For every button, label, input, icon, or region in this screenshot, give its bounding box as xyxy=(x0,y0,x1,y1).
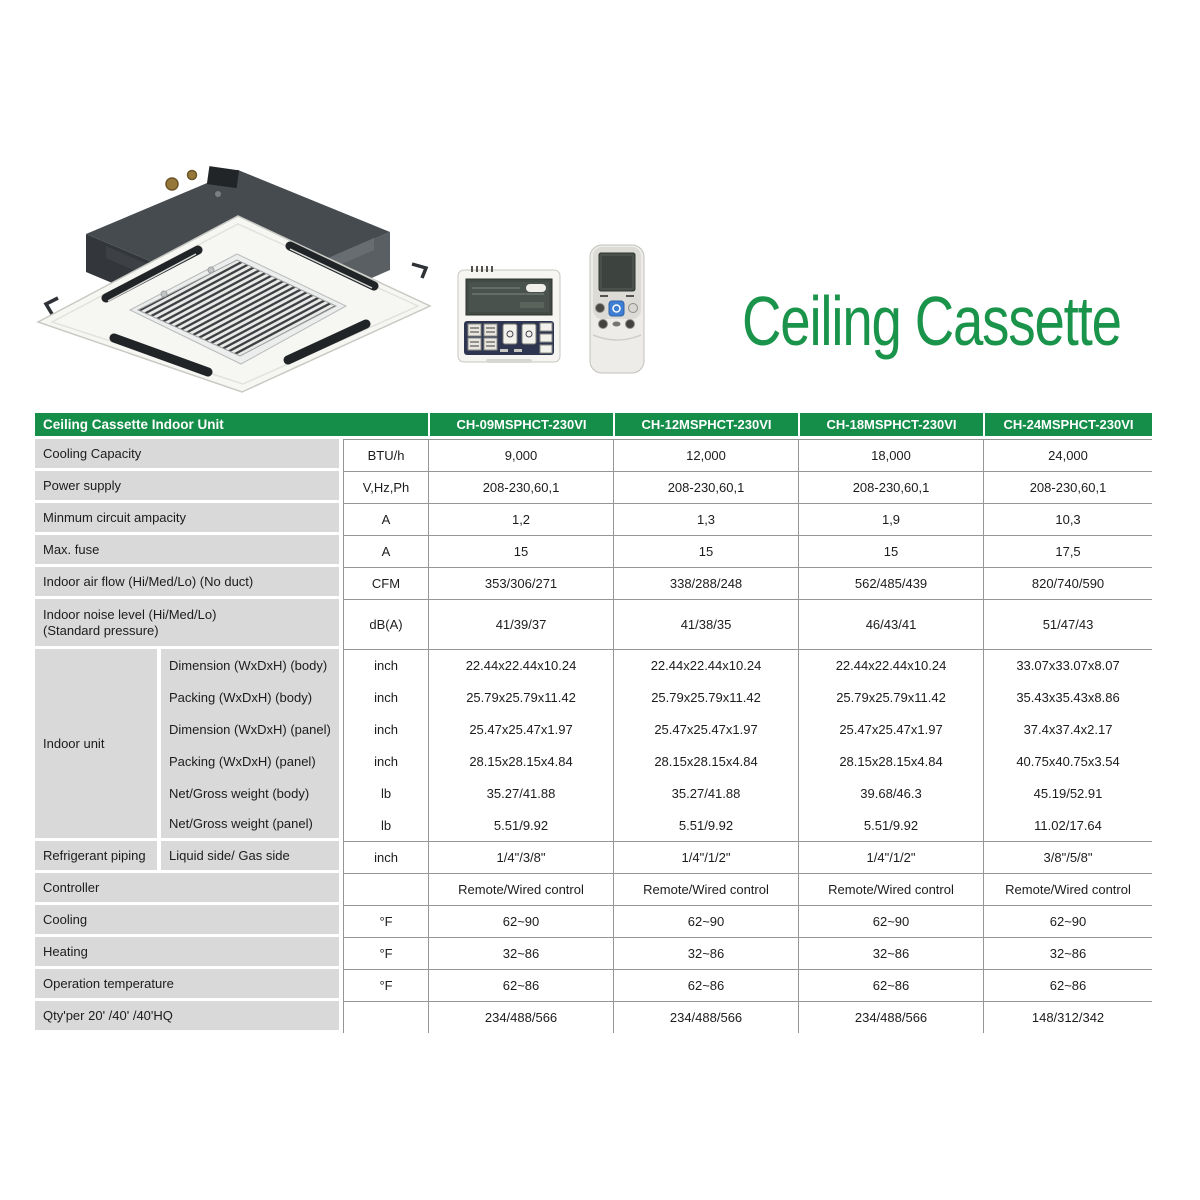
spec-value: 32~86 xyxy=(983,937,1152,969)
spec-value: 15 xyxy=(798,535,983,567)
spec-value: 1/4"/3/8" xyxy=(428,841,613,873)
spec-value: 62~90 xyxy=(983,905,1152,937)
spec-label: Qty'per 20' /40' /40'HQ xyxy=(35,1001,343,1033)
spec-value: 1/4"/1/2" xyxy=(798,841,983,873)
row-dimension-panel xyxy=(35,713,1152,745)
spec-unit: inch xyxy=(343,649,428,681)
spec-sublabel: Dimension (WxDxH) (panel) xyxy=(161,713,343,745)
spec-value: Remote/Wired control xyxy=(428,873,613,905)
spec-value: 28.15x28.15x4.84 xyxy=(798,745,983,777)
spec-value: 35.43x35.43x8.86 xyxy=(983,681,1152,713)
row-dimension-body xyxy=(35,649,1152,681)
spec-value: 62~90 xyxy=(428,905,613,937)
spec-label: Cooling xyxy=(35,905,343,937)
spec-unit: lb xyxy=(343,777,428,809)
spec-value: 820/740/590 xyxy=(983,567,1152,599)
spec-unit xyxy=(343,873,428,905)
spec-value: 62~90 xyxy=(798,905,983,937)
spec-value: 1,2 xyxy=(428,503,613,535)
spec-value: 28.15x28.15x4.84 xyxy=(613,745,798,777)
wired-controller-image xyxy=(456,264,562,364)
spec-unit: A xyxy=(343,535,428,567)
row-power-supply xyxy=(35,471,1152,503)
spec-unit: °F xyxy=(343,969,428,1001)
spec-value: 9,000 xyxy=(428,439,613,471)
page-title: Ceiling Cassette xyxy=(742,282,1121,360)
table-header-row xyxy=(35,413,1152,439)
row-indoor-air-flow xyxy=(35,567,1152,599)
row-indoor-noise xyxy=(35,599,1152,649)
spec-value: 39.68/46.3 xyxy=(798,777,983,809)
spec-value: 62~90 xyxy=(613,905,798,937)
spec-label: Cooling Capacity xyxy=(35,439,343,471)
spec-value: 62~86 xyxy=(428,969,613,1001)
spec-sublabel: Packing (WxDxH) (body) xyxy=(161,681,343,713)
column-header-model-09: CH-09MSPHCT-230VI xyxy=(428,413,613,439)
row-max-fuse xyxy=(35,535,1152,567)
spec-unit: inch xyxy=(343,745,428,777)
spec-value: 32~86 xyxy=(613,937,798,969)
spec-value: 62~86 xyxy=(613,969,798,1001)
spec-value: 25.47x25.47x1.97 xyxy=(428,713,613,745)
spec-value: 5.51/9.92 xyxy=(428,809,613,841)
spec-label: Max. fuse xyxy=(35,535,343,567)
spec-unit: A xyxy=(343,503,428,535)
spec-value: 208-230,60,1 xyxy=(428,471,613,503)
spec-sublabel: Liquid side/ Gas side xyxy=(161,841,343,873)
spec-group-label-refrigerant: Refrigerant piping xyxy=(35,841,161,873)
spec-unit: °F xyxy=(343,905,428,937)
spec-value: 22.44x22.44x10.24 xyxy=(613,649,798,681)
spec-table xyxy=(35,413,1152,1033)
spec-value: 18,000 xyxy=(798,439,983,471)
spec-value: 1/4"/1/2" xyxy=(613,841,798,873)
spec-unit: BTU/h xyxy=(343,439,428,471)
row-packing-body xyxy=(35,681,1152,713)
spec-value: 5.51/9.92 xyxy=(613,809,798,841)
ceiling-cassette-unit-image xyxy=(22,158,446,406)
spec-unit: inch xyxy=(343,713,428,745)
spec-value: 10,3 xyxy=(983,503,1152,535)
spec-value: 62~86 xyxy=(983,969,1152,1001)
spec-unit: inch xyxy=(343,681,428,713)
row-qty-per-container xyxy=(35,1001,1152,1033)
spec-value: 41/39/37 xyxy=(428,599,613,649)
spec-label: Power supply xyxy=(35,471,343,503)
spec-value: 24,000 xyxy=(983,439,1152,471)
spec-value: 25.47x25.47x1.97 xyxy=(798,713,983,745)
row-heating-range xyxy=(35,937,1152,969)
spec-group-label-indoor-unit: Indoor unit xyxy=(35,649,161,841)
column-header-model-12: CH-12MSPHCT-230VI xyxy=(613,413,798,439)
row-net-gross-panel xyxy=(35,809,1152,841)
spec-value: 25.47x25.47x1.97 xyxy=(613,713,798,745)
spec-label: Indoor air flow (Hi/Med/Lo) (No duct) xyxy=(35,567,343,599)
spec-value: 41/38/35 xyxy=(613,599,798,649)
spec-value: 353/306/271 xyxy=(428,567,613,599)
spec-value: 234/488/566 xyxy=(428,1001,613,1033)
spec-value: 17,5 xyxy=(983,535,1152,567)
row-refrigerant-piping xyxy=(35,841,1152,873)
spec-value: 562/485/439 xyxy=(798,567,983,599)
spec-value: 234/488/566 xyxy=(798,1001,983,1033)
spec-value: 1,9 xyxy=(798,503,983,535)
spec-value: 22.44x22.44x10.24 xyxy=(798,649,983,681)
spec-value: 15 xyxy=(613,535,798,567)
spec-sublabel: Net/Gross weight (panel) xyxy=(161,809,343,841)
spec-value: 51/47/43 xyxy=(983,599,1152,649)
spec-value: 25.79x25.79x11.42 xyxy=(613,681,798,713)
column-header-model-18: CH-18MSPHCT-230VI xyxy=(798,413,983,439)
spec-label: Heating xyxy=(35,937,343,969)
table-header-title: Ceiling Cassette Indoor Unit xyxy=(35,413,428,439)
spec-value: 40.75x40.75x3.54 xyxy=(983,745,1152,777)
spec-sublabel: Packing (WxDxH) (panel) xyxy=(161,745,343,777)
spec-value: 15 xyxy=(428,535,613,567)
spec-value: 35.27/41.88 xyxy=(428,777,613,809)
row-cooling-range xyxy=(35,905,1152,937)
spec-value: 22.44x22.44x10.24 xyxy=(428,649,613,681)
spec-value: Remote/Wired control xyxy=(613,873,798,905)
spec-label xyxy=(35,599,343,649)
spec-unit: V,Hz,Ph xyxy=(343,471,428,503)
spec-value: 208-230,60,1 xyxy=(983,471,1152,503)
spec-value: 62~86 xyxy=(798,969,983,1001)
noise-label-line1: Indoor noise level (Hi/Med/Lo) xyxy=(43,606,217,622)
spec-sublabel: Net/Gross weight (body) xyxy=(161,777,343,809)
spec-value: 12,000 xyxy=(613,439,798,471)
spec-value: 208-230,60,1 xyxy=(798,471,983,503)
spec-value: 5.51/9.92 xyxy=(798,809,983,841)
remote-control-image xyxy=(586,243,648,375)
spec-value: 32~86 xyxy=(428,937,613,969)
spec-sublabel: Dimension (WxDxH) (body) xyxy=(161,649,343,681)
spec-value: 37.4x37.4x2.17 xyxy=(983,713,1152,745)
spec-value: 1,3 xyxy=(613,503,798,535)
spec-value: Remote/Wired control xyxy=(798,873,983,905)
row-operation-temperature xyxy=(35,969,1152,1001)
row-min-circuit-ampacity xyxy=(35,503,1152,535)
spec-value: 33.07x33.07x8.07 xyxy=(983,649,1152,681)
spec-value: 11.02/17.64 xyxy=(983,809,1152,841)
spec-label: Minmum circuit ampacity xyxy=(35,503,343,535)
column-header-model-24: CH-24MSPHCT-230VI xyxy=(983,413,1152,439)
spec-value: Remote/Wired control xyxy=(983,873,1152,905)
spec-value: 45.19/52.91 xyxy=(983,777,1152,809)
spec-value: 32~86 xyxy=(798,937,983,969)
spec-label: Operation temperature xyxy=(35,969,343,1001)
row-packing-panel xyxy=(35,745,1152,777)
spec-unit: lb xyxy=(343,809,428,841)
spec-unit: dB(A) xyxy=(343,599,428,649)
spec-unit xyxy=(343,1001,428,1033)
spec-value: 28.15x28.15x4.84 xyxy=(428,745,613,777)
spec-value: 234/488/566 xyxy=(613,1001,798,1033)
noise-label-line2: (Standard pressure) xyxy=(43,622,159,638)
row-cooling-capacity xyxy=(35,439,1152,471)
spec-value: 208-230,60,1 xyxy=(613,471,798,503)
spec-unit: inch xyxy=(343,841,428,873)
spec-value: 25.79x25.79x11.42 xyxy=(798,681,983,713)
row-controller xyxy=(35,873,1152,905)
spec-value: 35.27/41.88 xyxy=(613,777,798,809)
row-net-gross-body xyxy=(35,777,1152,809)
spec-value: 46/43/41 xyxy=(798,599,983,649)
spec-unit: CFM xyxy=(343,567,428,599)
spec-value: 338/288/248 xyxy=(613,567,798,599)
spec-label: Controller xyxy=(35,873,343,905)
spec-value: 25.79x25.79x11.42 xyxy=(428,681,613,713)
spec-unit: °F xyxy=(343,937,428,969)
spec-value: 3/8"/5/8" xyxy=(983,841,1152,873)
spec-value: 148/312/342 xyxy=(983,1001,1152,1033)
